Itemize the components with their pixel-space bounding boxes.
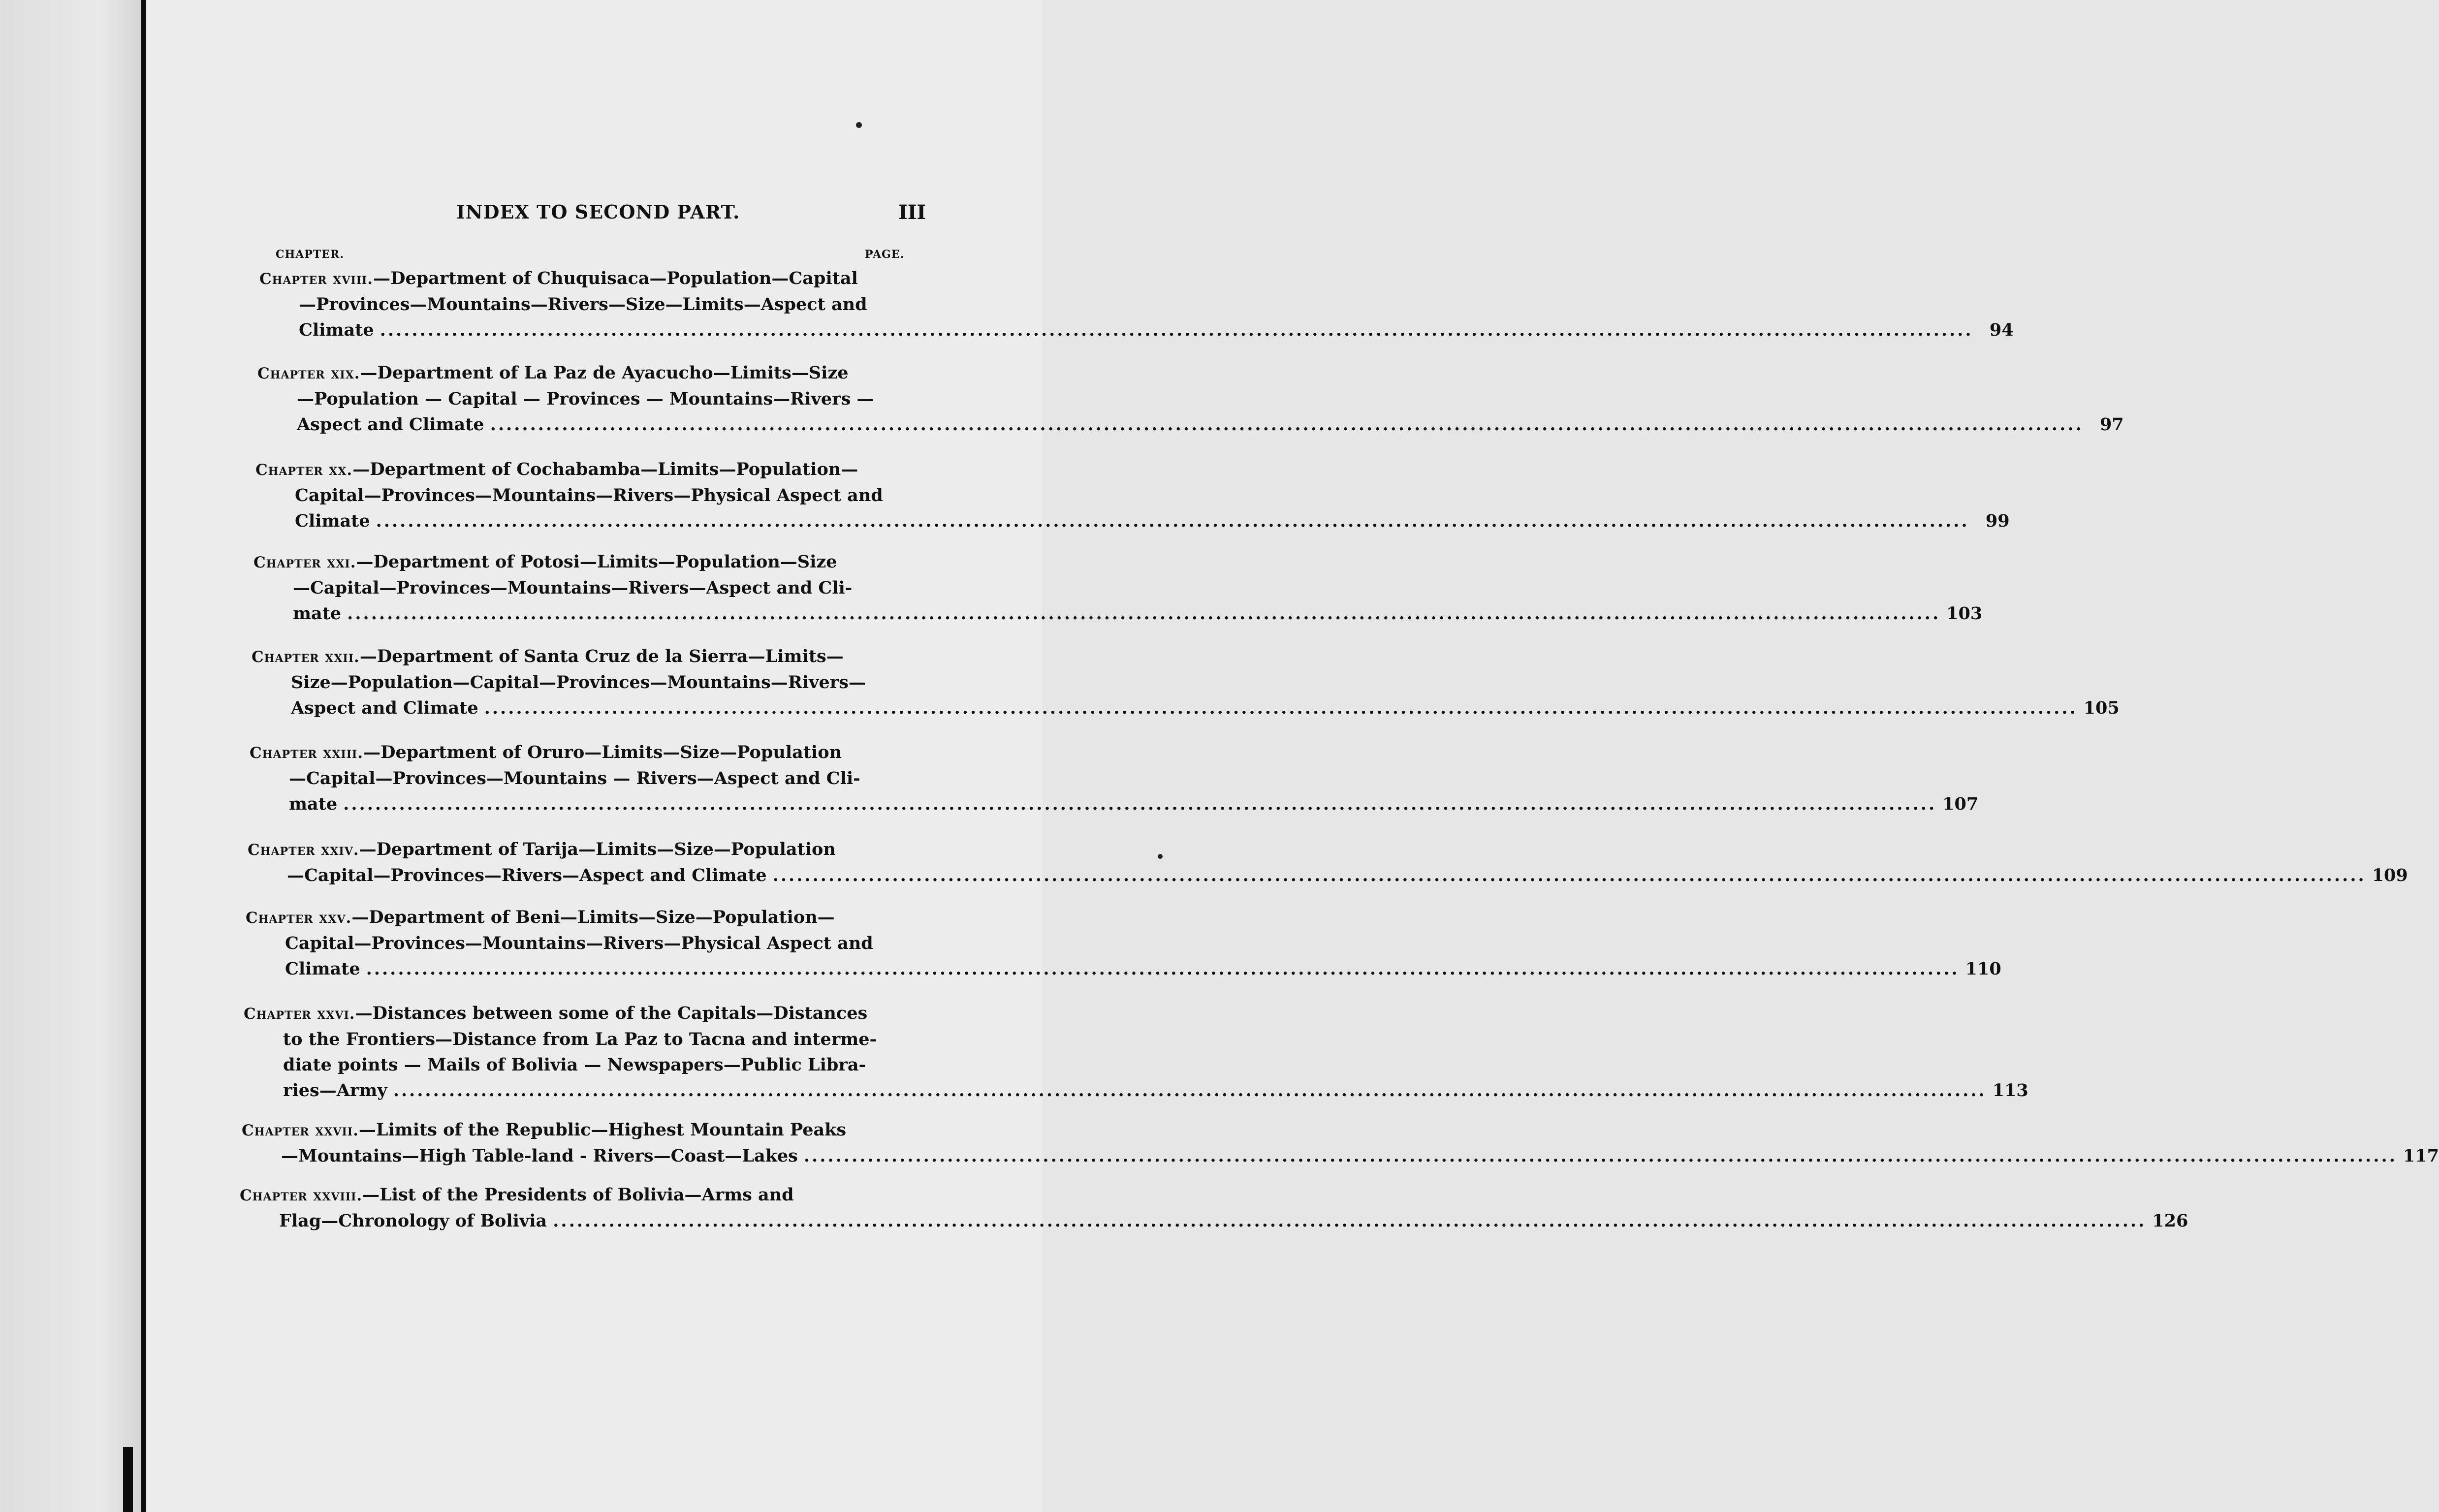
chapter-label: Chapter xx. (255, 461, 353, 479)
book-gutter-shadow (123, 1447, 133, 1512)
entry-first-line (250, 740, 894, 766)
entry-continuation-line: Capital—Provinces—Mountains—Rivers—Physical Aspect and (295, 485, 883, 505)
entry-page-number: 94 (1989, 320, 2014, 340)
entry-last-line (248, 863, 2408, 888)
page-header (146, 201, 1043, 225)
entry-last-line (252, 695, 2120, 721)
entry-page-number: 99 (1985, 511, 2010, 531)
entry-title-start: —Department of Beni—Limits—Size—Population— (351, 907, 835, 927)
chapter-label: Chapter xxv. (246, 909, 352, 927)
entry-last-line (259, 317, 2014, 343)
entry-page-number: 97 (2099, 414, 2124, 435)
entry-first-line (240, 1182, 885, 1208)
entry-first-line (242, 1117, 887, 1143)
entry-title-start: —Department of Potosi—Limits—Population—Size (356, 552, 837, 572)
entry-last-line (246, 956, 2001, 982)
toc-entry[interactable] (246, 905, 2001, 982)
entry-last-line (240, 1208, 2188, 1234)
running-title: INDEX TO SECOND PART. (456, 201, 740, 223)
entry-title-end: mate (293, 603, 342, 624)
entry-continuation-line: —Capital—Provinces—Mountains — Rivers—Aspect and Cli- (289, 768, 860, 788)
entry-title-start: —Department of Tarija—Limits—Size—Population (359, 839, 836, 859)
toc-entry[interactable] (240, 1182, 2188, 1234)
page-column-heading: PAGE. (865, 248, 905, 261)
chapter-label: Chapter xxvi. (244, 1005, 355, 1023)
dot-leader: ........................................................................................................................................................................................................ (490, 414, 2084, 435)
book-gutter (141, 0, 146, 1512)
chapter-label: Chapter xviii. (259, 270, 374, 288)
entry-first-line (248, 837, 892, 863)
entry-page-number: 109 (2372, 865, 2408, 885)
dot-leader: ........................................................................................................................................................................................................ (347, 603, 1941, 624)
facing-page-edge (0, 0, 144, 1512)
ink-speck (856, 122, 862, 128)
entry-title-start: —Department of Cochabamba—Limits—Population— (352, 459, 858, 479)
index-page (146, 0, 2439, 1512)
entry-title-end: Climate (295, 511, 370, 531)
entry-continuation-line: —Provinces—Mountains—Rivers—Size—Limits—Aspect and (299, 294, 867, 315)
entry-first-line (252, 644, 896, 670)
entry-title-start: —Limits of the Republic—Highest Mountain Peaks (358, 1120, 847, 1140)
toc-entry[interactable] (244, 1001, 2028, 1103)
entry-title-end: —Capital—Provinces—Rivers—Aspect and Climate (287, 865, 767, 885)
entry-first-line (253, 549, 898, 575)
entry-continuation-line: diate points — Mails of Bolivia — Newspapers—Public Libra- (283, 1055, 866, 1075)
toc-entry[interactable] (242, 1117, 2439, 1169)
dot-leader: ........................................................................................................................................................................................................ (803, 1146, 2397, 1166)
entry-title-start: —Distances between some of the Capitals—Distances (355, 1003, 868, 1023)
dot-leader: ........................................................................................................................................................................................................ (366, 959, 1960, 979)
entry-title-end: —Mountains—High Table-land - Rivers—Coast—Lakes (281, 1146, 798, 1166)
entry-continuation-line: to the Frontiers—Distance from La Paz to Tacna and interme- (283, 1029, 877, 1049)
entry-title-end: ries—Army (283, 1080, 387, 1101)
entry-title-end: Flag—Chronology of Bolivia (279, 1211, 547, 1231)
toc-entry[interactable] (248, 837, 2408, 888)
entry-first-line (246, 905, 890, 931)
chapter-label: Chapter xxiv. (248, 841, 359, 859)
entry-title-end: Climate (299, 320, 374, 340)
chapter-label: Chapter xxii. (252, 648, 360, 666)
entry-page-number: 113 (1992, 1080, 2028, 1101)
dot-leader: ........................................................................................................................................................................................................ (343, 794, 1937, 814)
entry-title-end: Aspect and Climate (297, 414, 484, 435)
chapter-label: Chapter xxiii. (250, 744, 364, 762)
entry-page-number: 105 (2083, 698, 2120, 718)
entry-page-number: 126 (2152, 1211, 2188, 1231)
entry-first-line (259, 266, 904, 292)
entry-page-number: 103 (1946, 603, 1983, 624)
entry-title-end: Aspect and Climate (291, 698, 478, 718)
chapter-label: Chapter xxi. (253, 554, 356, 571)
chapter-column-heading: CHAPTER. (276, 248, 344, 261)
entry-continuation-line: —Population — Capital — Provinces — Mountains—Rivers — (297, 389, 874, 409)
chapter-label: Chapter xxviii. (240, 1187, 363, 1204)
toc-entry[interactable] (257, 360, 2124, 438)
toc-entry[interactable] (255, 457, 2010, 534)
toc-entry[interactable] (259, 266, 2014, 343)
dot-leader: ........................................................................................................................................................................................................ (484, 698, 2078, 718)
toc-entry[interactable] (252, 644, 2120, 721)
entry-title-start: —Department of Oruro—Limits—Size—Population (363, 742, 842, 762)
entry-first-line (257, 360, 902, 386)
entry-title-end: Climate (285, 959, 360, 979)
entry-page-number: 107 (1942, 794, 1979, 814)
entry-page-number: 110 (1965, 959, 2001, 979)
entry-last-line (257, 412, 2124, 438)
entry-last-line (244, 1078, 2028, 1103)
chapter-label: Chapter xxvii. (242, 1122, 359, 1139)
page-number: III (898, 201, 926, 224)
entry-last-line (250, 791, 1979, 817)
entry-title-end: mate (289, 794, 338, 814)
entry-last-line (253, 601, 1983, 627)
entry-title-start: —Department of La Paz de Ayacucho—Limits—Size (360, 363, 849, 383)
dot-leader: ........................................................................................................................................................................................................ (380, 320, 1973, 340)
entry-continuation-line: —Capital—Provinces—Mountains—Rivers—Aspect and Cli- (293, 578, 853, 598)
dot-leader: ........................................................................................................................................................................................................ (772, 865, 2366, 885)
dot-leader: ........................................................................................................................................................................................................ (553, 1211, 2147, 1231)
toc-entry[interactable] (253, 549, 1983, 627)
entry-continuation-line: Size—Population—Capital—Provinces—Mountains—Rivers— (291, 672, 866, 693)
dot-leader: ........................................................................................................................................................................................................ (393, 1080, 1987, 1101)
entry-title-start: —Department of Chuquisaca—Population—Capital (373, 268, 858, 288)
entry-last-line (242, 1143, 2439, 1169)
ink-speck (1158, 854, 1163, 859)
entry-title-start: —Department of Santa Cruz de la Sierra—Limits— (359, 646, 844, 666)
entry-first-line (244, 1001, 888, 1027)
entry-page-number: 117 (2403, 1146, 2439, 1166)
entry-first-line (255, 457, 900, 483)
entry-continuation-line: Capital—Provinces—Mountains—Rivers—Physical Aspect and (285, 933, 873, 953)
chapter-label: Chapter xix. (257, 365, 360, 382)
dot-leader: ........................................................................................................................................................................................................ (376, 511, 1969, 531)
entry-title-start: —List of the Presidents of Bolivia—Arms and (362, 1185, 794, 1205)
entry-last-line (255, 508, 2010, 534)
toc-entry[interactable] (250, 740, 1979, 817)
